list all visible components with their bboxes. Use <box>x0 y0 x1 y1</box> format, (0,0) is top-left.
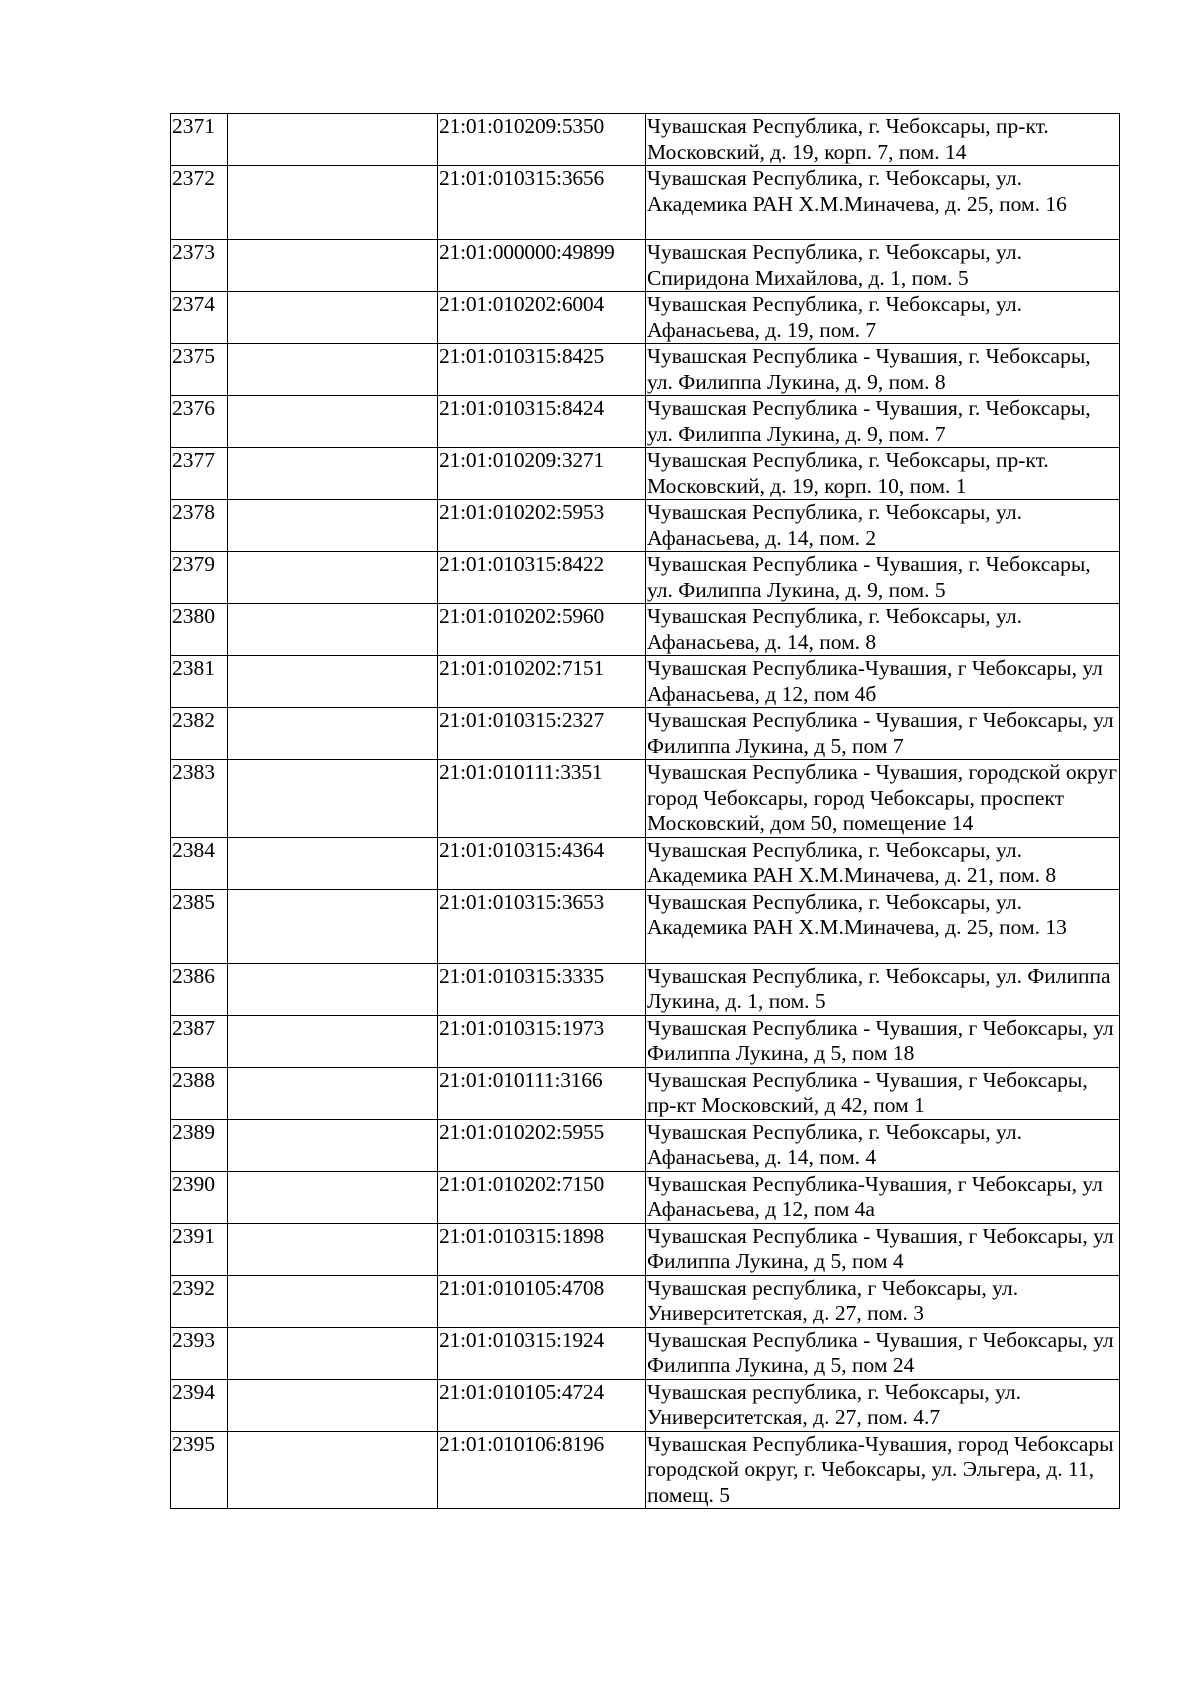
row-number-cell: 2385 <box>171 889 228 963</box>
row-note-cell <box>228 1119 438 1171</box>
address-cell: Чувашская Республика-Чувашия, город Чебоксары городской округ, г. Чебоксары, ул. Эльгера, д. 11, помещ. 5 <box>646 1431 1120 1509</box>
table-row <box>171 1379 1120 1431</box>
cadastral-number-cell: 21:01:010111:3351 <box>438 760 646 838</box>
row-number-cell: 2386 <box>171 963 228 1015</box>
table-row <box>171 656 1120 708</box>
row-number-cell: 2388 <box>171 1067 228 1119</box>
row-number-cell: 2373 <box>171 240 228 292</box>
address-cell: Чувашская Республика, г. Чебоксары, пр-кт. Московский, д. 19, корп. 10, пом. 1 <box>646 448 1120 500</box>
table-row <box>171 1431 1120 1509</box>
row-note-cell <box>228 166 438 240</box>
cadastral-number-cell: 21:01:010111:3166 <box>438 1067 646 1119</box>
row-note-cell <box>228 500 438 552</box>
row-note-cell <box>228 604 438 656</box>
table-row <box>171 448 1120 500</box>
row-number-cell: 2394 <box>171 1379 228 1431</box>
row-number-cell: 2379 <box>171 552 228 604</box>
address-cell: Чувашская Республика, г. Чебоксары, ул. Академика РАН Х.М.Миначева, д. 25, пом. 16 <box>646 166 1120 240</box>
table-row <box>171 552 1120 604</box>
row-note-cell <box>228 837 438 889</box>
row-number-cell: 2372 <box>171 166 228 240</box>
address-cell: Чувашская Республика - Чувашия, г Чебоксары, ул Филиппа Лукина, д 5, пом 24 <box>646 1327 1120 1379</box>
address-cell: Чувашская Республика - Чувашия, городской округ город Чебоксары, город Чебоксары, проспект Московский, дом 50, помещение 14 <box>646 760 1120 838</box>
row-note-cell <box>228 552 438 604</box>
cadastral-number-cell: 21:01:010202:7150 <box>438 1171 646 1223</box>
cadastral-number-cell: 21:01:010202:6004 <box>438 292 646 344</box>
address-cell: Чувашская республика, г. Чебоксары, ул. Университетская, д. 27, пом. 4.7 <box>646 1379 1120 1431</box>
cadastral-number-cell: 21:01:010315:8422 <box>438 552 646 604</box>
cadastral-number-cell: 21:01:010202:7151 <box>438 656 646 708</box>
cadastral-number-cell: 21:01:010202:5960 <box>438 604 646 656</box>
row-number-cell: 2375 <box>171 344 228 396</box>
address-cell: Чувашская Республика, г. Чебоксары, ул. Афанасьева, д. 14, пом. 4 <box>646 1119 1120 1171</box>
table-row <box>171 1275 1120 1327</box>
row-note-cell <box>228 760 438 838</box>
address-cell: Чувашская Республика, г. Чебоксары, ул. Академика РАН Х.М.Миначева, д. 25, пом. 13 <box>646 889 1120 963</box>
table-row <box>171 240 1120 292</box>
cadastral-number-cell: 21:01:010315:8425 <box>438 344 646 396</box>
table-row <box>171 396 1120 448</box>
cadastral-number-cell: 21:01:010202:5953 <box>438 500 646 552</box>
cadastral-number-cell: 21:01:010315:3335 <box>438 963 646 1015</box>
address-cell: Чувашская Республика, г. Чебоксары, ул. Афанасьева, д. 19, пом. 7 <box>646 292 1120 344</box>
row-number-cell: 2387 <box>171 1015 228 1067</box>
row-note-cell <box>228 448 438 500</box>
cadastral-number-cell: 21:01:010105:4724 <box>438 1379 646 1431</box>
row-number-cell: 2383 <box>171 760 228 838</box>
address-cell: Чувашская Республика-Чувашия, г Чебоксары, ул Афанасьева, д 12, пом 4а <box>646 1171 1120 1223</box>
row-note-cell <box>228 1431 438 1509</box>
address-cell: Чувашская Республика - Чувашия, г. Чебоксары, ул. Филиппа Лукина, д. 9, пом. 7 <box>646 396 1120 448</box>
cadastral-number-cell: 21:01:010202:5955 <box>438 1119 646 1171</box>
cadastral-number-cell: 21:01:010315:8424 <box>438 396 646 448</box>
table-row <box>171 760 1120 838</box>
row-note-cell <box>228 656 438 708</box>
address-cell: Чувашская Республика, г. Чебоксары, ул. Афанасьева, д. 14, пом. 8 <box>646 604 1120 656</box>
address-cell: Чувашская Республика - Чувашия, г Чебоксары, ул Филиппа Лукина, д 5, пом 7 <box>646 708 1120 760</box>
row-number-cell: 2378 <box>171 500 228 552</box>
row-note-cell <box>228 396 438 448</box>
table-row <box>171 837 1120 889</box>
row-note-cell <box>228 344 438 396</box>
table-row <box>171 1171 1120 1223</box>
table-row <box>171 1119 1120 1171</box>
table-row <box>171 708 1120 760</box>
table-row <box>171 604 1120 656</box>
row-note-cell <box>228 292 438 344</box>
table-row <box>171 114 1120 166</box>
table-row <box>171 1327 1120 1379</box>
table-row <box>171 292 1120 344</box>
cadastral-number-cell: 21:01:010315:4364 <box>438 837 646 889</box>
cadastral-number-cell: 21:01:010209:5350 <box>438 114 646 166</box>
table-row <box>171 1015 1120 1067</box>
row-note-cell <box>228 708 438 760</box>
row-number-cell: 2389 <box>171 1119 228 1171</box>
row-note-cell <box>228 1327 438 1379</box>
row-number-cell: 2390 <box>171 1171 228 1223</box>
cadastral-number-cell: 21:01:010315:3653 <box>438 889 646 963</box>
table-row <box>171 963 1120 1015</box>
row-note-cell <box>228 1275 438 1327</box>
table-row <box>171 344 1120 396</box>
row-number-cell: 2393 <box>171 1327 228 1379</box>
address-cell: Чувашская Республика, г. Чебоксары, ул. Спиридона Михайлова, д. 1, пом. 5 <box>646 240 1120 292</box>
row-note-cell <box>228 1015 438 1067</box>
row-number-cell: 2376 <box>171 396 228 448</box>
table-row <box>171 500 1120 552</box>
row-number-cell: 2377 <box>171 448 228 500</box>
row-number-cell: 2371 <box>171 114 228 166</box>
address-cell: Чувашская Республика - Чувашия, г Чебоксары, ул Филиппа Лукина, д 5, пом 18 <box>646 1015 1120 1067</box>
row-number-cell: 2381 <box>171 656 228 708</box>
cadastral-number-cell: 21:01:010106:8196 <box>438 1431 646 1509</box>
row-note-cell <box>228 114 438 166</box>
address-cell: Чувашская Республика, г. Чебоксары, ул. Афанасьева, д. 14, пом. 2 <box>646 500 1120 552</box>
address-cell: Чувашская Республика, г. Чебоксары, ул. Филиппа Лукина, д. 1, пом. 5 <box>646 963 1120 1015</box>
row-note-cell <box>228 1067 438 1119</box>
row-number-cell: 2392 <box>171 1275 228 1327</box>
row-number-cell: 2384 <box>171 837 228 889</box>
table-row <box>171 1067 1120 1119</box>
address-cell: Чувашская Республика-Чувашия, г Чебоксары, ул Афанасьева, д 12, пом 4б <box>646 656 1120 708</box>
table-row <box>171 889 1120 963</box>
table-row <box>171 166 1120 240</box>
row-number-cell: 2380 <box>171 604 228 656</box>
cadastral-number-cell: 21:01:010105:4708 <box>438 1275 646 1327</box>
address-cell: Чувашская Республика - Чувашия, г. Чебоксары, ул. Филиппа Лукина, д. 9, пом. 8 <box>646 344 1120 396</box>
cadastral-number-cell: 21:01:010315:2327 <box>438 708 646 760</box>
address-cell: Чувашская республика, г Чебоксары, ул. Университетская, д. 27, пом. 3 <box>646 1275 1120 1327</box>
row-note-cell <box>228 963 438 1015</box>
table-row <box>171 1223 1120 1275</box>
row-number-cell: 2382 <box>171 708 228 760</box>
address-cell: Чувашская Республика, г. Чебоксары, ул. Академика РАН Х.М.Миначева, д. 21, пом. 8 <box>646 837 1120 889</box>
cadastral-number-cell: 21:01:000000:49899 <box>438 240 646 292</box>
address-cell: Чувашская Республика - Чувашия, г Чебоксары, пр-кт Московский, д 42, пом 1 <box>646 1067 1120 1119</box>
cadastral-number-cell: 21:01:010315:1973 <box>438 1015 646 1067</box>
row-number-cell: 2395 <box>171 1431 228 1509</box>
cadastral-number-cell: 21:01:010315:1924 <box>438 1327 646 1379</box>
table-body <box>171 114 1120 1509</box>
row-number-cell: 2391 <box>171 1223 228 1275</box>
address-cell: Чувашская Республика - Чувашия, г Чебоксары, ул Филиппа Лукина, д 5, пом 4 <box>646 1223 1120 1275</box>
address-cell: Чувашская Республика - Чувашия, г. Чебоксары, ул. Филиппа Лукина, д. 9, пом. 5 <box>646 552 1120 604</box>
row-note-cell <box>228 889 438 963</box>
row-number-cell: 2374 <box>171 292 228 344</box>
row-note-cell <box>228 1379 438 1431</box>
cadastral-number-cell: 21:01:010315:1898 <box>438 1223 646 1275</box>
row-note-cell <box>228 1171 438 1223</box>
property-table <box>170 113 1120 1509</box>
cadastral-number-cell: 21:01:010315:3656 <box>438 166 646 240</box>
address-cell: Чувашская Республика, г. Чебоксары, пр-кт. Московский, д. 19, корп. 7, пом. 14 <box>646 114 1120 166</box>
row-note-cell <box>228 1223 438 1275</box>
row-note-cell <box>228 240 438 292</box>
cadastral-number-cell: 21:01:010209:3271 <box>438 448 646 500</box>
